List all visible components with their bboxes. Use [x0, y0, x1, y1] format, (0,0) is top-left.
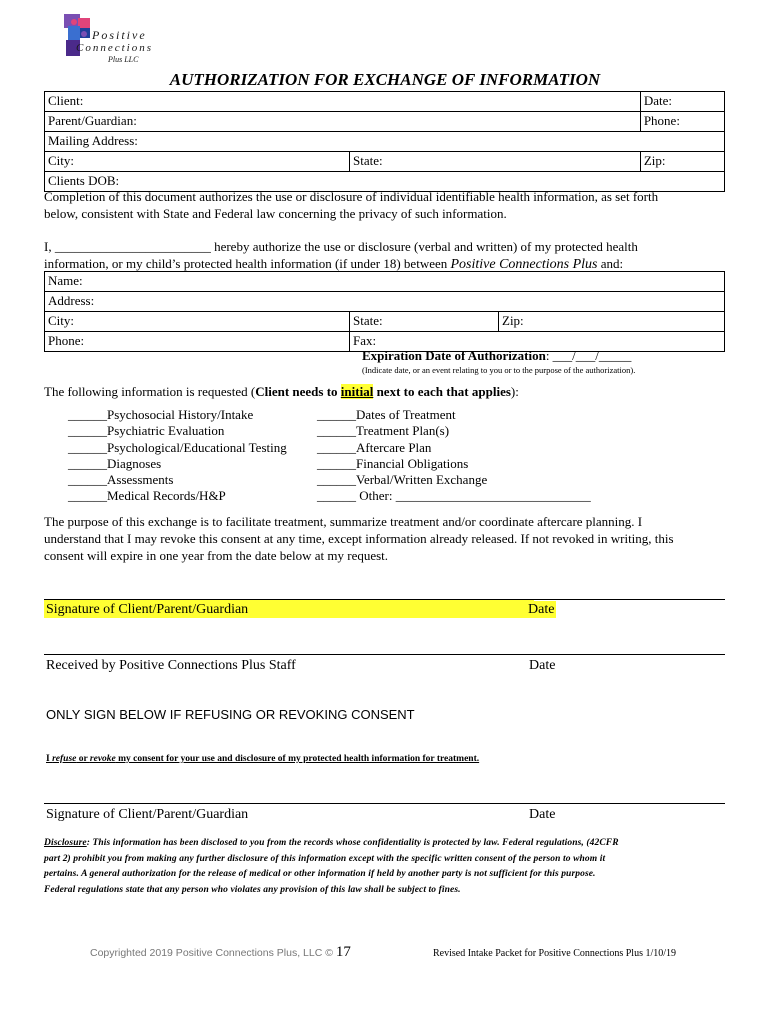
zip-field[interactable]: Zip:	[640, 152, 724, 172]
initial-item[interactable]: ______ Other: ______________________________	[317, 488, 591, 504]
copyright-text: Copyrighted 2019 Positive Connections Plus, LLC ©	[90, 947, 336, 959]
refuse-rest: my consent for your use and disclosure of my protected health information for treatment.	[115, 754, 480, 764]
items-right-list	[317, 407, 591, 505]
initial-item[interactable]: ______Medical Records/H&P	[68, 488, 226, 504]
signature-line[interactable]	[44, 654, 725, 655]
client-field[interactable]: Client:	[45, 92, 641, 112]
request-text: The following information is requested (	[44, 384, 256, 399]
footer-revised: Revised Intake Packet for Positive Connections Plus 1/10/19	[433, 948, 677, 959]
initial-item[interactable]: ______Financial Obligations	[317, 455, 469, 471]
auth-text-end: and:	[597, 256, 624, 271]
recipient-state-field[interactable]: State:	[350, 312, 499, 332]
recipient-fax-field[interactable]: Fax:	[350, 332, 725, 352]
intro-line: below, consistent with State and Federal law concerning the privacy of such information.	[44, 206, 507, 221]
disclosure-text: : This information has been disclosed to you from the records whose confidentiality is protected by law. Federal regulations, (42CFR	[86, 838, 619, 848]
disclosure-label: Disclosure	[44, 838, 87, 848]
company-logo	[62, 14, 158, 66]
purpose-paragraph	[44, 513, 674, 564]
state-field[interactable]: State:	[350, 152, 641, 172]
initial-item[interactable]: ______Psychiatric Evaluation	[68, 423, 225, 439]
recipient-name-field[interactable]: Name:	[45, 272, 725, 292]
items-left-list	[68, 407, 287, 505]
intro-paragraph	[44, 188, 658, 222]
request-initial-highlight: initial	[340, 384, 374, 399]
parent-guardian-field[interactable]: Parent/Guardian:	[45, 112, 641, 132]
sig2-date-label: Date	[529, 658, 556, 673]
disclosure-line: part 2) prohibit you from making any further disclosure of this information except with the specific written consent of the person to whom it	[44, 853, 606, 864]
signature-line[interactable]	[44, 803, 725, 804]
initial-item[interactable]: ______Dates of Treatment	[317, 407, 456, 422]
refuse-or: or	[76, 754, 90, 764]
recipient-phone-field[interactable]: Phone:	[45, 332, 350, 352]
logo-line2: Connections	[76, 42, 153, 54]
expiration-row	[362, 348, 631, 364]
sig1-label: Signature of Client/Parent/Guardian	[46, 602, 249, 617]
initial-item[interactable]: ______Aftercare Plan	[317, 439, 432, 455]
sig1-date-label: Date	[528, 602, 555, 617]
purpose-line: consent will expire in one year from the date below at my request.	[44, 548, 389, 563]
footer-copyright	[90, 944, 351, 961]
recipient-zip-field[interactable]: Zip:	[499, 312, 725, 332]
refuse-heading: ONLY SIGN BELOW IF REFUSING OR REVOKING CONSENT	[46, 707, 415, 722]
refuse-statement	[46, 754, 479, 764]
logo-line1: Positive	[92, 28, 147, 42]
initial-item[interactable]: ______Verbal/Written Exchange	[317, 472, 488, 488]
disclosure-line	[44, 836, 734, 852]
page-title: AUTHORIZATION FOR EXCHANGE OF INFORMATION	[169, 70, 601, 89]
request-bold-end: next to each that applies	[373, 384, 511, 399]
logo-line3: Plus LLC	[108, 55, 139, 64]
purpose-line: The purpose of this exchange is to facilitate treatment, summarize treatment and/or coordinate aftercare planning. I	[44, 514, 643, 529]
request-line	[44, 383, 519, 400]
refuse-word: refuse	[52, 754, 77, 764]
disclosure-line: Federal regulations state that any person who violates any provision of this law shall be subject to fines.	[44, 884, 461, 895]
expiration-label: Expiration Date of Authorization	[362, 348, 546, 363]
initial-item[interactable]: ______Treatment Plan(s)	[317, 423, 450, 439]
initial-item[interactable]: ______Assessments	[68, 472, 174, 488]
initial-item[interactable]: ______Psychosocial History/Intake	[68, 407, 254, 422]
disclosure-line: pertains. A general authorization for the release of medical or other information if held by another party is not sufficient for this purpose.	[44, 869, 596, 879]
auth-text: information, or my child’s protected health information (if under 18) between	[44, 256, 451, 271]
sig3-label: Signature of Client/Parent/Guardian	[46, 807, 249, 822]
client-info-box	[44, 91, 725, 192]
auth-line: I, ________________________ hereby authorize the use or disclosure (verbal and written) of my protected health	[44, 239, 638, 254]
city-field[interactable]: City:	[45, 152, 350, 172]
recipient-info-box	[44, 271, 725, 352]
initial-item[interactable]: ______Psychological/Educational Testing	[68, 439, 287, 455]
recipient-address-field[interactable]: Address:	[45, 292, 725, 312]
disclosure-paragraph	[44, 836, 734, 898]
expiration-note: (Indicate date, or an event relating to you or to the purpose of the authorization).	[362, 365, 636, 375]
sig3-date-label: Date	[529, 807, 556, 822]
mailing-address-field[interactable]: Mailing Address:	[45, 132, 725, 152]
request-bold: Client needs to	[255, 384, 341, 399]
expiration-blank[interactable]: : ___/___/_____	[545, 348, 632, 363]
initial-item[interactable]: ______Diagnoses	[68, 455, 162, 471]
auth-company: Positive Connections Plus	[450, 257, 598, 272]
date-field[interactable]: Date:	[640, 92, 724, 112]
clients-dob-field[interactable]: Clients DOB:	[45, 172, 725, 192]
page-number: 17	[335, 944, 351, 960]
authorization-statement	[44, 238, 744, 273]
request-end: ):	[510, 384, 519, 399]
intro-line: Completion of this document authorizes the use or disclosure of individual identifiable health information, as set forth	[44, 189, 659, 204]
purpose-line: understand that I may revoke this consent at any time, except information already released. If not revoked in writing, this	[44, 531, 674, 546]
phone-field[interactable]: Phone:	[640, 112, 724, 132]
sig2-label: Received by Positive Connections Plus Staff	[46, 658, 296, 673]
revoke-word: revoke	[89, 754, 116, 764]
refuse-i: I	[46, 754, 53, 764]
recipient-city-field[interactable]: City:	[45, 312, 350, 332]
